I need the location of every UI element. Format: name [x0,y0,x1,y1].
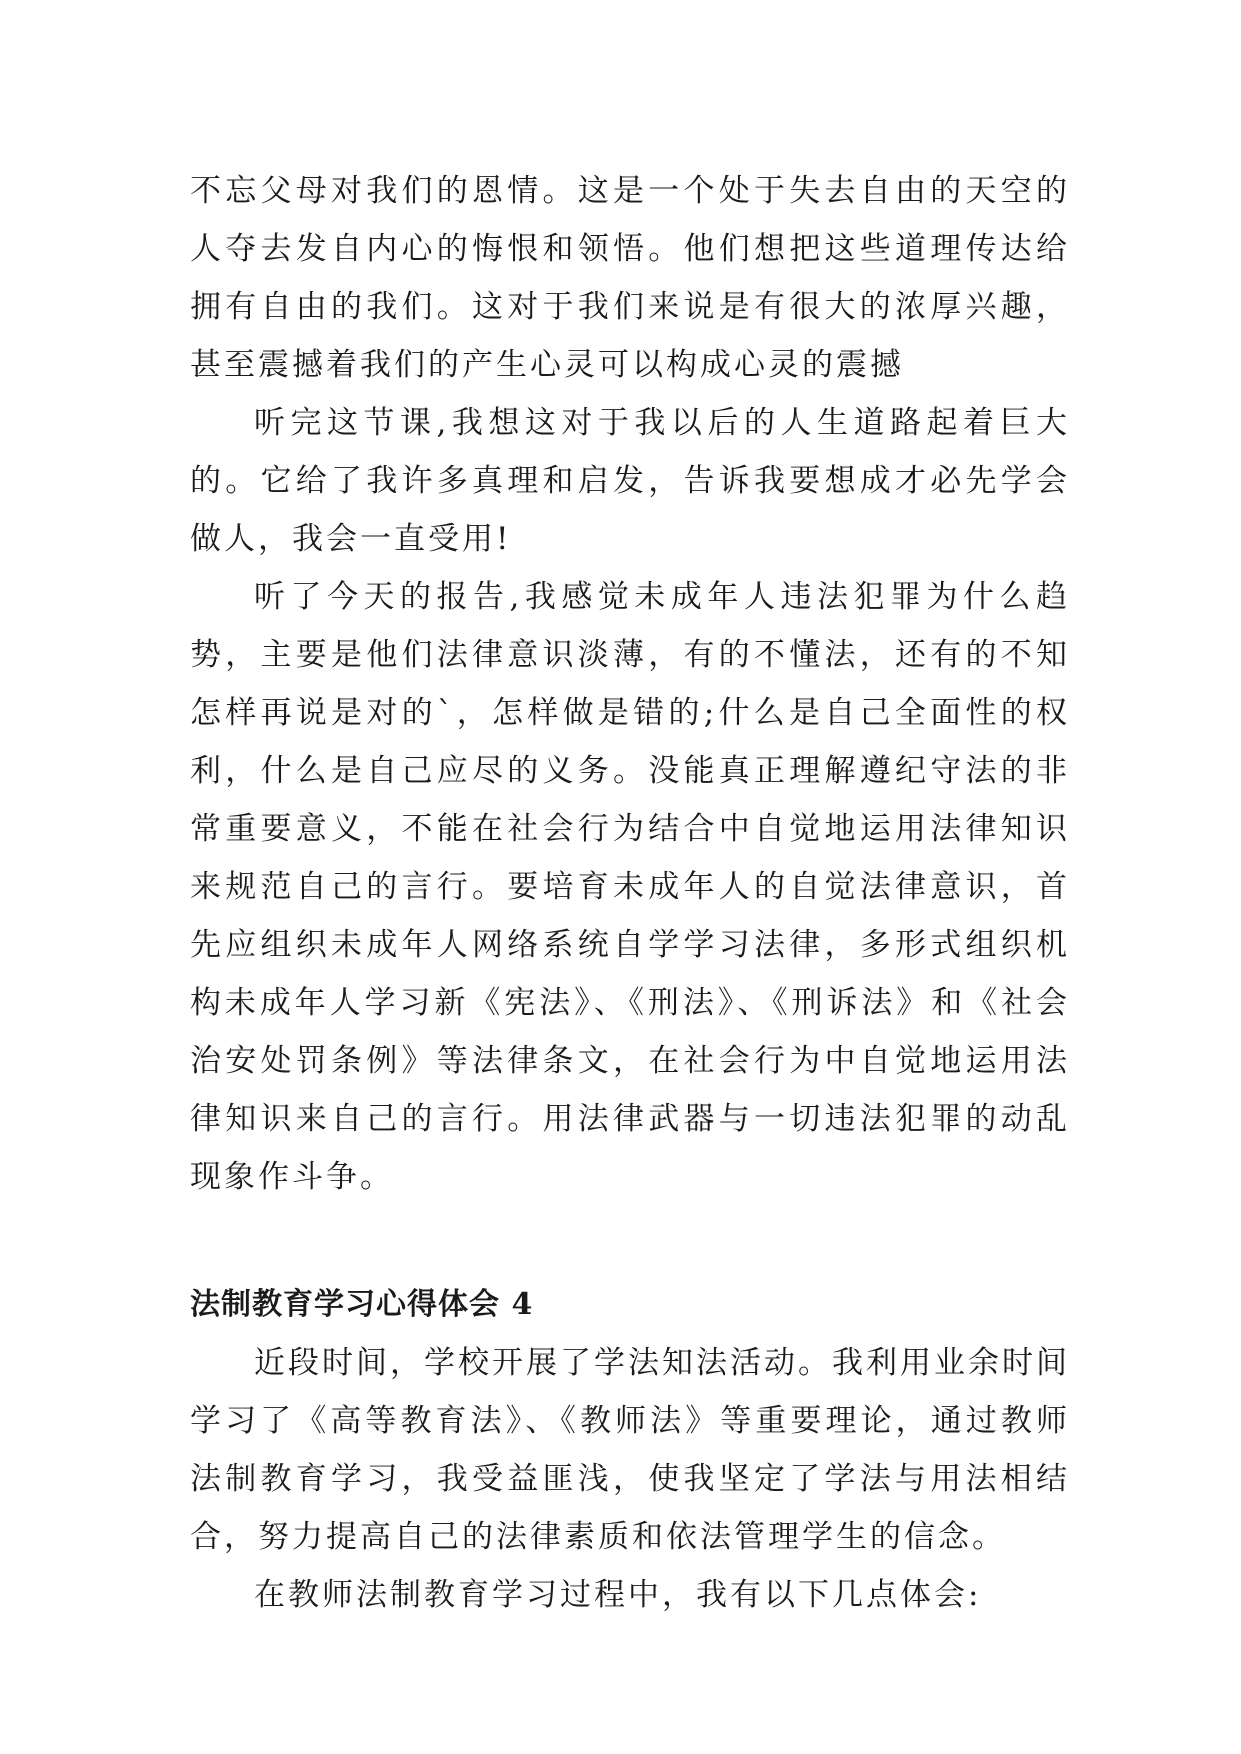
paragraph-section-intro: 近段时间，学校开展了学法知法活动。我利用业余时间学习了《高等教育法》、《教师法》等重要理论，通过教师法制教育学习，我受益匪浅，使我坚定了学法与用法相结合，努力提高自己的法律素质和依法管理学生的信念。 [190,1345,1070,1555]
paragraph-after-class: 听完这节课,我想这对于我以后的人生道路起着巨大的。它给了我许多真理和启发，告诉我要想成才必先学会做人，我会一直受用! [190,405,1070,557]
document-page [190,162,1070,1624]
section-heading: 法制教育学习心得体会 4 [190,1287,534,1322]
paragraph-report-reflection: 听了今天的报告,我感觉未成年人违法犯罪为什么趋势，主要是他们法律意识淡薄，有的不懂法，还有的不知怎样再说是对的`，怎样做是错的;什么是自己全面性的权利，什么是自己应尽的义务。没能真正理解遵纪守法的非常重要意义，不能在社会行为结合中自觉地运用法律知识来规范自己的言行。要培育未成年人的自觉法律意识，首先应组织未成年人网络系统自学学习法律，多形式组织机构未成年人学习新《宪法》、《刑法》、《刑诉法》和《社会治安处罚条例》等法律条文，在社会行为中自觉地运用法律知识来自己的言行。用法律武器与一切违法犯罪的动乱现象作斗争。 [190,579,1070,1195]
paragraph-section-points-intro: 在教师法制教育学习过程中，我有以下几点体会: [254,1577,982,1613]
section-spacer [190,1206,1070,1276]
paragraph-continuation: 不忘父母对我们的恩情。这是一个处于失去自由的天空的人夺去发自内心的悔恨和领悟。他们想把这些道理传达给拥有自由的我们。这对于我们来说是有很大的浓厚兴趣，甚至震撼着我们的产生心灵可以构成心灵的震撼 [190,173,1070,383]
